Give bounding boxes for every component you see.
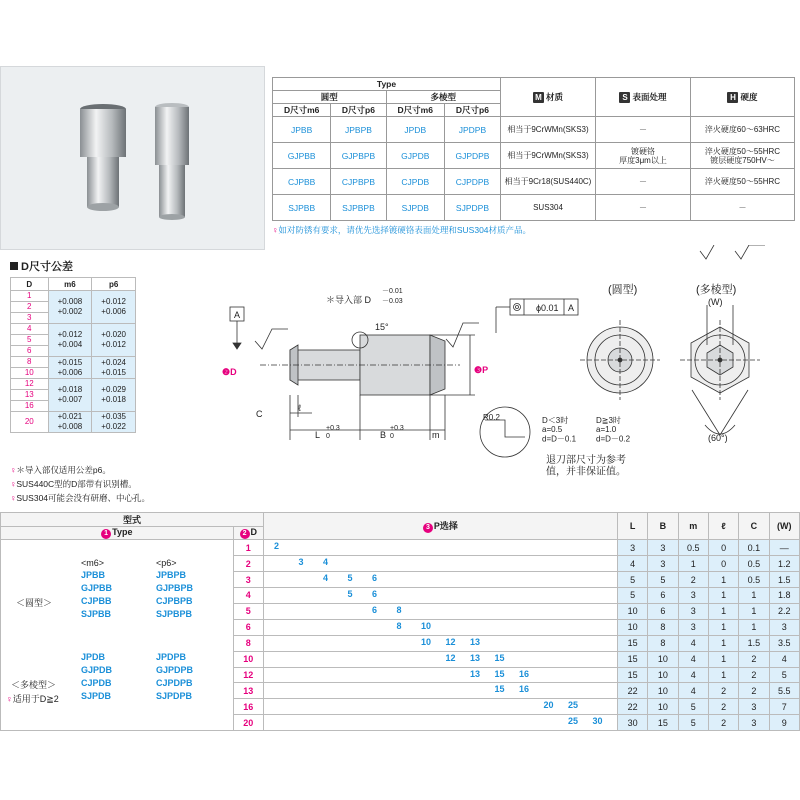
tol-header-m6: m6 xyxy=(48,278,92,291)
spec-m: 5 xyxy=(678,699,708,715)
type-material: 相当于9CrWMn(SKS3) xyxy=(501,117,596,143)
tol-value: +0.035 xyxy=(101,412,126,421)
spec-l: 1 xyxy=(708,635,738,651)
tol-d: 5 xyxy=(11,335,49,346)
p-option[interactable]: 3 xyxy=(298,557,304,568)
tol-value: +0.007 xyxy=(57,395,83,404)
d-value: 4 xyxy=(233,588,263,604)
d-value: 12 xyxy=(233,667,263,683)
type-code: GJPDB xyxy=(386,143,444,169)
tol-header-p6: p6 xyxy=(92,278,136,291)
d-value: 1 xyxy=(233,540,263,556)
spec-C: 0.5 xyxy=(739,572,769,588)
spec-W: 1.8 xyxy=(769,588,799,604)
m-label: m xyxy=(432,430,440,440)
p-option[interactable]: 13 xyxy=(469,652,480,663)
p-label: ❸P xyxy=(474,365,489,375)
p-option[interactable]: 15 xyxy=(494,668,505,679)
tol-header-d: D xyxy=(11,278,49,291)
hardness-header: H 硬度 xyxy=(691,78,795,117)
col-label: D尺寸p6 xyxy=(331,104,386,117)
spec-C: 2 xyxy=(739,667,769,683)
p-option[interactable]: 4 xyxy=(322,573,328,584)
p-option[interactable]: 16 xyxy=(518,684,529,695)
round-type-m6: SJPBB xyxy=(81,609,112,620)
p-option[interactable]: 15 xyxy=(494,652,505,663)
technical-drawing xyxy=(200,245,800,510)
tol-d: 20 xyxy=(11,412,49,433)
tol-d: 2 xyxy=(11,302,49,313)
l-label: ℓ xyxy=(298,403,301,413)
spec-B: 6 xyxy=(648,603,678,619)
spec-W: 5 xyxy=(769,667,799,683)
spec-m: 3 xyxy=(678,603,708,619)
p-option[interactable]: 8 xyxy=(396,604,402,615)
type-code: GJPBPB xyxy=(331,143,386,169)
spec-C: 1 xyxy=(739,603,769,619)
spec-W: — xyxy=(769,540,799,556)
L-label: L xyxy=(315,430,321,440)
B-label: B xyxy=(380,430,387,440)
spec-m: 3 xyxy=(678,588,708,604)
spec-L: 3 xyxy=(617,540,647,556)
spec-l: 2 xyxy=(708,683,738,699)
d-subheader: 2 D xyxy=(233,527,263,540)
spec-l: 1 xyxy=(708,588,738,604)
p-option[interactable]: 4 xyxy=(322,557,328,568)
multi-type-m6: SJPDB xyxy=(81,691,112,702)
spec-C: 3 xyxy=(739,699,769,715)
spec-L: 10 xyxy=(617,603,647,619)
c-label: C xyxy=(256,409,263,419)
p-option[interactable]: 16 xyxy=(518,668,529,679)
tol-m6 xyxy=(48,412,92,433)
tol-row xyxy=(11,324,136,335)
type-code: JPBPB xyxy=(331,117,386,143)
type-subheader: 1 Type xyxy=(1,527,234,540)
tol-value: +0.012 xyxy=(101,340,126,349)
p-option[interactable]: 12 xyxy=(445,652,456,663)
p-options xyxy=(263,651,617,667)
p-options xyxy=(263,699,617,715)
spec-B: 10 xyxy=(648,699,678,715)
spec-l: 0 xyxy=(708,540,738,556)
tol-m6 xyxy=(48,379,92,412)
p-option[interactable]: 25 xyxy=(567,716,578,727)
type-table xyxy=(272,77,795,221)
w-label: (W) xyxy=(708,297,723,307)
type-surface: 镀硬铬 厚度3μm以上 xyxy=(596,143,691,169)
spec-l: 1 xyxy=(708,667,738,683)
tol-d: 8 xyxy=(11,357,49,368)
main-row xyxy=(1,540,800,556)
spec-m: 1 xyxy=(678,556,708,572)
type-code: JPDB xyxy=(386,117,444,143)
d-value: 2 xyxy=(233,556,263,572)
tol-d: 10 xyxy=(11,368,49,379)
flatness-value: ϕ0.01 xyxy=(536,303,559,313)
p-option[interactable]: 10 xyxy=(420,636,431,647)
spec-B: 8 xyxy=(648,635,678,651)
tol-row xyxy=(11,357,136,368)
type-row xyxy=(273,143,795,169)
p-option[interactable]: 6 xyxy=(371,589,377,600)
p-option[interactable]: 13 xyxy=(469,636,480,647)
m-header: m xyxy=(678,513,708,540)
spec-l: 0 xyxy=(708,556,738,572)
spec-m: 5 xyxy=(678,715,708,731)
type-header: Type xyxy=(273,78,501,91)
m6-tag: <m6> xyxy=(81,558,105,569)
multi-header: 多棱型 xyxy=(386,91,500,104)
spec-l: 1 xyxy=(708,572,738,588)
type-row xyxy=(273,117,795,143)
d-value: 13 xyxy=(233,683,263,699)
spec-B: 3 xyxy=(648,556,678,572)
p-option[interactable]: 25 xyxy=(567,700,578,711)
p-options xyxy=(263,667,617,683)
tol-note-1: ♀＊导入部仅适用公差p6。 xyxy=(10,465,111,475)
spec-l: 2 xyxy=(708,715,738,731)
spec-B: 6 xyxy=(648,588,678,604)
p-options xyxy=(263,556,617,572)
spec-B: 5 xyxy=(648,572,678,588)
guide-tol-lower: －0.03 xyxy=(382,298,403,305)
tol-value: +0.015 xyxy=(101,367,126,377)
spec-W: 9 xyxy=(769,715,799,731)
p-option[interactable]: 15 xyxy=(494,684,505,695)
type-hardness: 淬火硬度50～55HRC 镀层硬度750HV～ xyxy=(691,143,795,169)
tol-value: +0.006 xyxy=(57,367,83,377)
datum-a: A xyxy=(234,310,241,320)
spec-l: 1 xyxy=(708,619,738,635)
d-value: 3 xyxy=(233,572,263,588)
spec-m: 0.5 xyxy=(678,540,708,556)
p-option[interactable]: 6 xyxy=(371,604,377,615)
spec-W: 5.5 xyxy=(769,683,799,699)
C-header: C xyxy=(739,513,769,540)
spec-B: 10 xyxy=(648,667,678,683)
type-code: JPDPB xyxy=(444,117,500,143)
spec-L: 15 xyxy=(617,651,647,667)
tol-note-2: ♀SUS440C型的D部带有识别槽。 xyxy=(10,479,137,489)
round-type-p6: GJPBPB xyxy=(156,583,194,594)
type-row xyxy=(273,195,795,221)
cond-left: D＜3时 a=0.5 d=D－0.1 xyxy=(542,416,577,444)
p-option[interactable]: 20 xyxy=(543,700,554,711)
tol-d: 3 xyxy=(11,313,49,324)
tol-value: +0.029 xyxy=(101,385,126,394)
guide-label: ＊导入部 D xyxy=(326,295,372,305)
p-options xyxy=(263,603,617,619)
tol-p6 xyxy=(92,324,136,357)
round-type-m6: JPBB xyxy=(81,570,106,581)
round-type-m6: CJPBB xyxy=(81,596,112,607)
spec-W: 3 xyxy=(769,619,799,635)
spec-C: 2 xyxy=(739,651,769,667)
spec-C: 0.1 xyxy=(739,540,769,556)
multi-type-m6: CJPDB xyxy=(81,678,112,689)
spec-L: 15 xyxy=(617,667,647,683)
p-options xyxy=(263,588,617,604)
tol-d: 1 xyxy=(11,291,49,302)
type-code: CJPBPB xyxy=(331,169,386,195)
p-options xyxy=(263,540,617,556)
round-type-p6: SJPBPB xyxy=(156,609,193,620)
spec-C: 1 xyxy=(739,588,769,604)
d-value: 8 xyxy=(233,635,263,651)
tol-value: +0.020 xyxy=(101,330,126,339)
type-code: SJPBPB xyxy=(331,195,386,221)
spec-B: 10 xyxy=(648,683,678,699)
spec-C: 1 xyxy=(739,619,769,635)
tol-value: +0.015 xyxy=(57,357,83,367)
spec-L: 15 xyxy=(617,635,647,651)
tip-icon: ♀ xyxy=(6,694,13,705)
l-header: ℓ xyxy=(708,513,738,540)
tol-d: 4 xyxy=(11,324,49,335)
tol-p6 xyxy=(92,412,136,433)
p6-tag: <p6> xyxy=(156,558,177,569)
d-value: 20 xyxy=(233,715,263,731)
tol-row xyxy=(11,379,136,390)
type-row xyxy=(273,169,795,195)
tol-value: +0.018 xyxy=(101,395,126,404)
type-hardness: － xyxy=(691,195,795,221)
cond-right: D≧3时 a=1.0 d=D－0.2 xyxy=(596,416,631,444)
spec-B: 3 xyxy=(648,540,678,556)
spec-C: 3 xyxy=(739,715,769,731)
type-hardness: 淬火硬度50～55HRC xyxy=(691,169,795,195)
type-code: CJPBB xyxy=(273,169,331,195)
spec-C: 2 xyxy=(739,683,769,699)
product-photo xyxy=(0,66,265,250)
p-options xyxy=(263,572,617,588)
col-label: D尺寸m6 xyxy=(273,104,331,117)
tip-icon: ♀ xyxy=(272,225,279,235)
multi-group-label: ＜多棱型＞ xyxy=(11,680,57,691)
tol-m6 xyxy=(48,357,92,379)
p-option[interactable]: 12 xyxy=(445,636,456,647)
spec-m: 2 xyxy=(678,572,708,588)
B-header: B xyxy=(648,513,678,540)
p-option[interactable]: 5 xyxy=(347,589,353,600)
L-tol: +0.3 0 xyxy=(326,425,340,441)
tol-value: +0.002 xyxy=(57,307,83,316)
type-material: SUS304 xyxy=(501,195,596,221)
tol-d: 6 xyxy=(11,346,49,357)
spec-m: 4 xyxy=(678,667,708,683)
spec-C: 0.5 xyxy=(739,556,769,572)
tol-value: +0.012 xyxy=(57,330,83,339)
type-surface: － xyxy=(596,195,691,221)
tol-p6 xyxy=(92,379,136,412)
d-value: 6 xyxy=(233,619,263,635)
col-label: D尺寸p6 xyxy=(444,104,500,117)
tol-value: +0.006 xyxy=(101,307,126,316)
angle-60: (60°) xyxy=(708,433,728,443)
spec-W: 2.2 xyxy=(769,603,799,619)
tol-note-3: ♀SUS304可能会没有研磨、中心孔。 xyxy=(10,493,151,503)
type-code: SJPDB xyxy=(386,195,444,221)
tol-value: +0.018 xyxy=(57,385,83,394)
r-label: R0.2 xyxy=(483,413,500,422)
tol-value: +0.024 xyxy=(101,357,126,367)
spec-l: 1 xyxy=(708,603,738,619)
type-code: GJPDPB xyxy=(444,143,500,169)
tol-d: 13 xyxy=(11,390,49,401)
p-options xyxy=(263,715,617,731)
type-code: JPBB xyxy=(273,117,331,143)
spec-L: 4 xyxy=(617,556,647,572)
spec-L: 30 xyxy=(617,715,647,731)
p-header: 3 P选择 xyxy=(263,513,617,540)
model-header: 型式 xyxy=(1,513,264,527)
angle-15: 15° xyxy=(375,322,389,332)
round-label: (圆型) xyxy=(608,284,638,296)
d-value: 5 xyxy=(233,603,263,619)
type-code: SJPBB xyxy=(273,195,331,221)
tol-value: +0.022 xyxy=(101,422,126,431)
round-type-m6: GJPBB xyxy=(81,583,113,594)
d-label: ❷D xyxy=(222,367,237,377)
spec-W: 3.5 xyxy=(769,635,799,651)
p-options xyxy=(263,619,617,635)
W-header: (W) xyxy=(769,513,799,540)
col-label: D尺寸m6 xyxy=(386,104,444,117)
multi-type-m6: JPDB xyxy=(81,652,106,663)
multi-type-p6: GJPDPB xyxy=(156,665,194,676)
tol-value: +0.008 xyxy=(57,297,83,306)
tol-value: +0.021 xyxy=(57,412,83,421)
spec-L: 10 xyxy=(617,619,647,635)
tolerance-table xyxy=(10,277,136,433)
type-code: SJPDPB xyxy=(444,195,500,221)
spec-m: 4 xyxy=(678,683,708,699)
tol-d: 16 xyxy=(11,401,49,412)
spec-L: 5 xyxy=(617,588,647,604)
multi-type-p6: JPDPB xyxy=(156,652,187,663)
tol-row xyxy=(11,412,136,433)
spec-C: 1.5 xyxy=(739,635,769,651)
tol-d: 12 xyxy=(11,379,49,390)
type-surface: － xyxy=(596,117,691,143)
spec-L: 22 xyxy=(617,683,647,699)
p-options xyxy=(263,683,617,699)
multi-type-m6: GJPDB xyxy=(81,665,113,676)
main-table xyxy=(0,512,800,731)
spec-l: 2 xyxy=(708,699,738,715)
tol-row xyxy=(11,291,136,302)
multi-type-p6: CJPDPB xyxy=(156,678,193,689)
spec-m: 3 xyxy=(678,619,708,635)
d-value: 16 xyxy=(233,699,263,715)
p-option[interactable]: 6 xyxy=(371,573,377,584)
round-group-label: ＜圆型＞ xyxy=(16,598,53,609)
surface-header: S 表面处理 xyxy=(596,78,691,117)
multi-type-p6: SJPDPB xyxy=(156,691,193,702)
tol-value: +0.008 xyxy=(57,422,83,431)
round-type-p6: CJPBPB xyxy=(156,596,193,607)
B-tol: +0.3 0 xyxy=(390,425,404,441)
tol-p6 xyxy=(92,357,136,379)
type-hardness: 淬火硬度60～63HRC xyxy=(691,117,795,143)
tol-m6 xyxy=(48,291,92,324)
p-option[interactable]: 8 xyxy=(396,620,402,631)
spec-L: 5 xyxy=(617,572,647,588)
guide-tol-upper: －0.01 xyxy=(382,288,403,295)
spec-W: 1.2 xyxy=(769,556,799,572)
p-option[interactable]: 5 xyxy=(347,573,353,584)
L-header: L xyxy=(617,513,647,540)
spec-B: 15 xyxy=(648,715,678,731)
spec-W: 1.5 xyxy=(769,572,799,588)
tol-p6 xyxy=(92,291,136,324)
type-code: CJPDB xyxy=(386,169,444,195)
round-type-p6: JPBPB xyxy=(156,570,187,581)
type-code: CJPDPB xyxy=(444,169,500,195)
spec-l: 1 xyxy=(708,651,738,667)
material-header: M 材质 xyxy=(501,78,596,117)
spec-W: 7 xyxy=(769,699,799,715)
flatness-datum: A xyxy=(568,303,575,313)
p-option[interactable]: 2 xyxy=(273,541,279,552)
round-header: 圆型 xyxy=(273,91,387,104)
tolerance-title: D尺寸公差 xyxy=(10,258,73,274)
type-surface: － xyxy=(596,169,691,195)
tol-value: +0.012 xyxy=(101,297,126,306)
type-material: 相当于9CrWMn(SKS3) xyxy=(501,143,596,169)
p-options xyxy=(263,635,617,651)
spec-W: 4 xyxy=(769,651,799,667)
type-note: ♀如对防锈有要求，请优先选择镀硬铬表面处理和SUS304材质产品。 xyxy=(272,225,532,235)
relief-note: 退刀部尺寸为参考值，并非保证值。 xyxy=(546,455,626,478)
type-code: GJPBB xyxy=(273,143,331,169)
tol-value: +0.004 xyxy=(57,340,83,349)
spec-m: 4 xyxy=(678,635,708,651)
multi-note: ♀适用于D≧2 xyxy=(6,694,59,705)
type-list xyxy=(1,540,234,731)
spec-B: 10 xyxy=(648,651,678,667)
p-option[interactable]: 30 xyxy=(592,716,603,727)
type-material: 相当于9Cr18(SUS440C) xyxy=(501,169,596,195)
p-option[interactable]: 10 xyxy=(420,620,431,631)
spec-B: 8 xyxy=(648,619,678,635)
d-value: 10 xyxy=(233,651,263,667)
spec-m: 4 xyxy=(678,651,708,667)
pins-image xyxy=(1,67,266,251)
multi-label: (多棱型) xyxy=(696,284,737,296)
spec-L: 22 xyxy=(617,699,647,715)
p-option[interactable]: 13 xyxy=(469,668,480,679)
tol-m6 xyxy=(48,324,92,357)
